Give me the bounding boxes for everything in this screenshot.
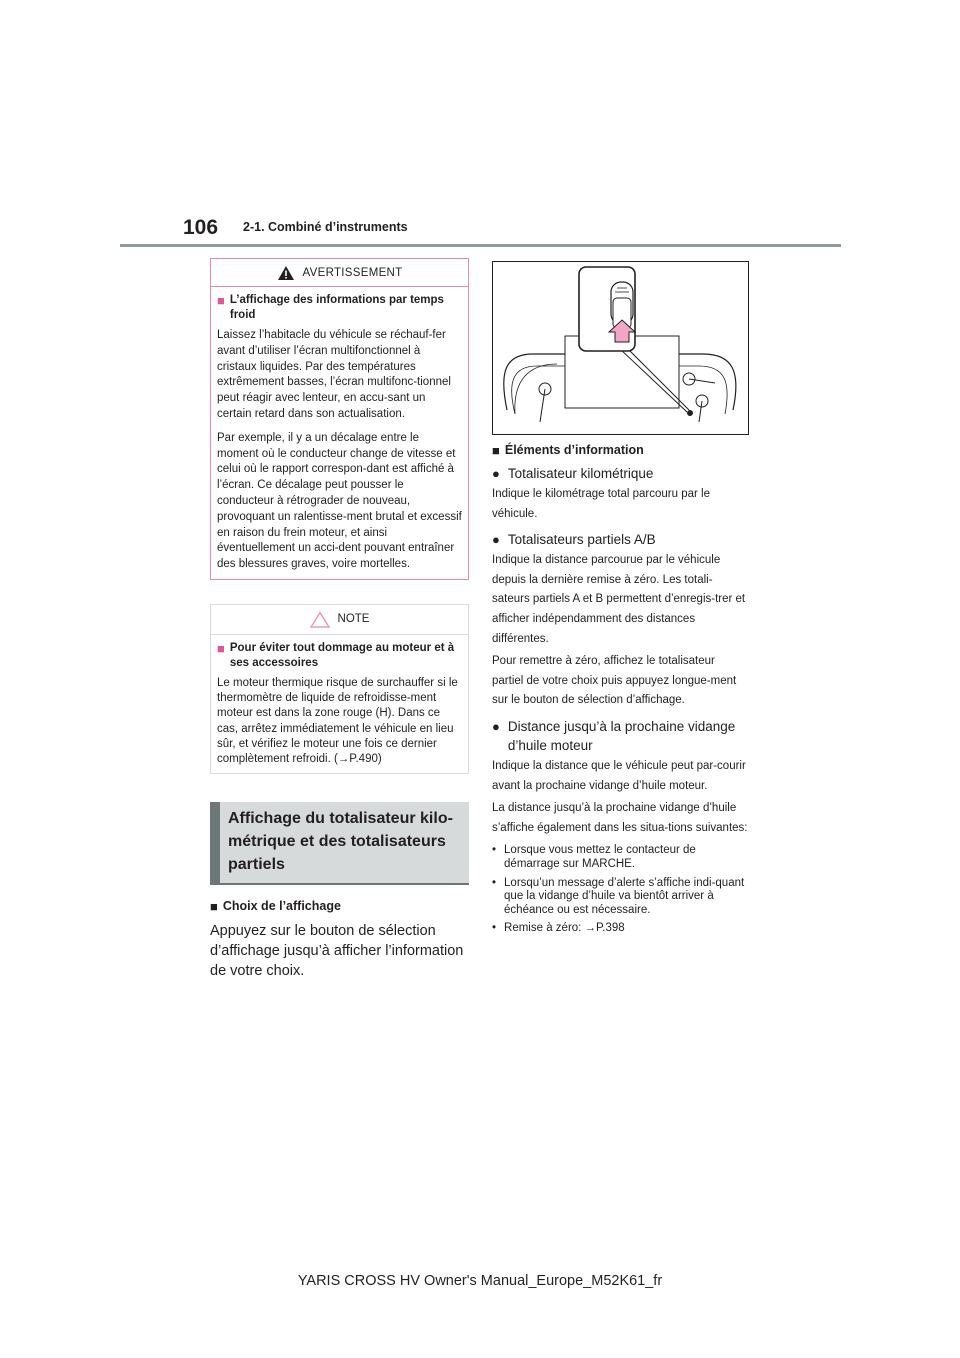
square-bullet-icon: ■ — [492, 443, 500, 458]
warning-heading-text: L’affichage des informations par temps froid — [229, 294, 444, 321]
footer: YARIS CROSS HV Owner's Manual_Europe_M52K61_fr — [297, 1273, 663, 1289]
odometer-text: Indique le kilométrage total parcouru par le véhicule. — [492, 488, 710, 520]
warning-paragraph: Laissez l’habitacle du véhicule se réchauf-fer avant d’utiliser l’écran multifonctionnel à cristaux liquides. Par des températures extrêmement basses, l’écran multifonc-tionnel peut réagir avec lenteur, en accu-sant un certain retard dans son actualisation. — [217, 329, 451, 420]
info-items-heading-text: Éléments d’information — [504, 443, 644, 457]
trip-title — [492, 530, 749, 549]
square-bullet-icon: ■ — [217, 293, 225, 308]
warning-label: AVERTISSEMENT — [302, 266, 403, 279]
note-label: NOTE — [337, 613, 370, 626]
instrument-cluster-illustration — [492, 261, 749, 435]
oil-bullet-list — [492, 844, 749, 936]
trip-title-text: Totalisateurs partiels A/B — [507, 532, 656, 548]
caution-triangle-icon — [310, 611, 330, 628]
page-number: 106 — [183, 216, 219, 239]
warning-triangle-icon — [277, 265, 295, 281]
section-heading-line: Affichage du totalisateur kilo- — [228, 810, 453, 828]
info-items-heading — [492, 443, 749, 458]
section-title: 2-1. Combiné d’instruments — [243, 220, 408, 234]
display-choice-heading-text: Choix de l’affichage — [222, 899, 341, 914]
oil-paragraph: Indique la distance que le véhicule peut par-courir avant la prochaine vidange d’huile moteur. — [492, 759, 746, 792]
oil-paragraph: La distance jusqu’à la prochaine vidange d’huile s’affiche également dans les situa-tions suivantes: — [492, 802, 748, 834]
dot-bullet-icon: ● — [492, 466, 500, 481]
odometer-title — [492, 464, 749, 483]
odometer-title-text: Totalisateur kilométrique — [507, 466, 654, 481]
trip-paragraph: Indique la distance parcourue par le véhicule depuis la dernière remise à zéro. Les totali-sateurs partiels A et B permettent d’enregis-trer et afficher indépendamment des distances différentes. — [492, 554, 746, 645]
display-choice-heading — [210, 899, 469, 914]
header-rule — [120, 244, 841, 247]
note-header — [211, 605, 468, 635]
list-item: • Lorsque vous mettez le contacteur de démarrage sur MARCHE. — [492, 844, 696, 870]
section-heading-line: partiels — [228, 856, 285, 874]
warning-heading — [217, 293, 462, 323]
right-column — [492, 261, 749, 941]
note-heading-text: Pour éviter tout dommage au moteur et à ses accessoires — [229, 641, 455, 669]
dot-bullet-icon: ● — [492, 718, 500, 734]
dot-bullet-icon: ● — [492, 532, 500, 548]
left-column — [210, 258, 469, 981]
square-bullet-icon: ■ — [210, 899, 218, 915]
square-bullet-icon: ■ — [217, 640, 225, 656]
section-heading-line: métrique et des totalisateurs — [228, 833, 446, 851]
trip-paragraph: Pour remettre à zéro, affichez le totalisateur partiel de votre choix puis appuyez longue-ment sur le bouton de sélection d’affichage. — [492, 655, 737, 707]
note-heading — [217, 641, 462, 671]
section-heading — [210, 802, 469, 885]
warning-paragraph: Par exemple, il y a un décalage entre le moment où le conducteur change de vitesse et celui où le rapport correspon-dant est affiché à l’écran. Ce décalage peut pousser le conducteur à rétrograder de nouveau, provoquant un ralentisse-ment brutal et excessif en raison du frein moteur, et ainsi éventuellement un acci-dent pouvant entraîner des blessures graves, voire mortelles. — [217, 431, 462, 571]
oil-title-text: Distance jusqu’à la prochaine vidange d’huile moteur — [507, 718, 736, 753]
note-box — [210, 604, 469, 774]
display-choice-paragraph: Appuyez sur le bouton de sélection d’affichage jusqu’à afficher l’information de votre choix. — [210, 923, 464, 980]
warning-box — [210, 258, 469, 580]
list-item: • Lorsqu’un message d’alerte s’affiche indi-quant que la vidange d’huile va bientôt arriver à échéance ou est nécessaire. — [492, 876, 745, 916]
list-item: • Remise à zéro: →P.398 — [492, 922, 625, 935]
note-paragraph: Le moteur thermique risque de surchauffer si le thermomètre de liquide de refroidisse-ment moteur est dans la zone rouge (H). Dans ce cas, arrêtez immédiatement le véhicule en lieu sûr, et vérifiez le moteur une fois ce dernier complètement refroidi. (→P.490) — [217, 676, 458, 765]
warning-header — [211, 259, 468, 287]
oil-title — [492, 717, 749, 755]
